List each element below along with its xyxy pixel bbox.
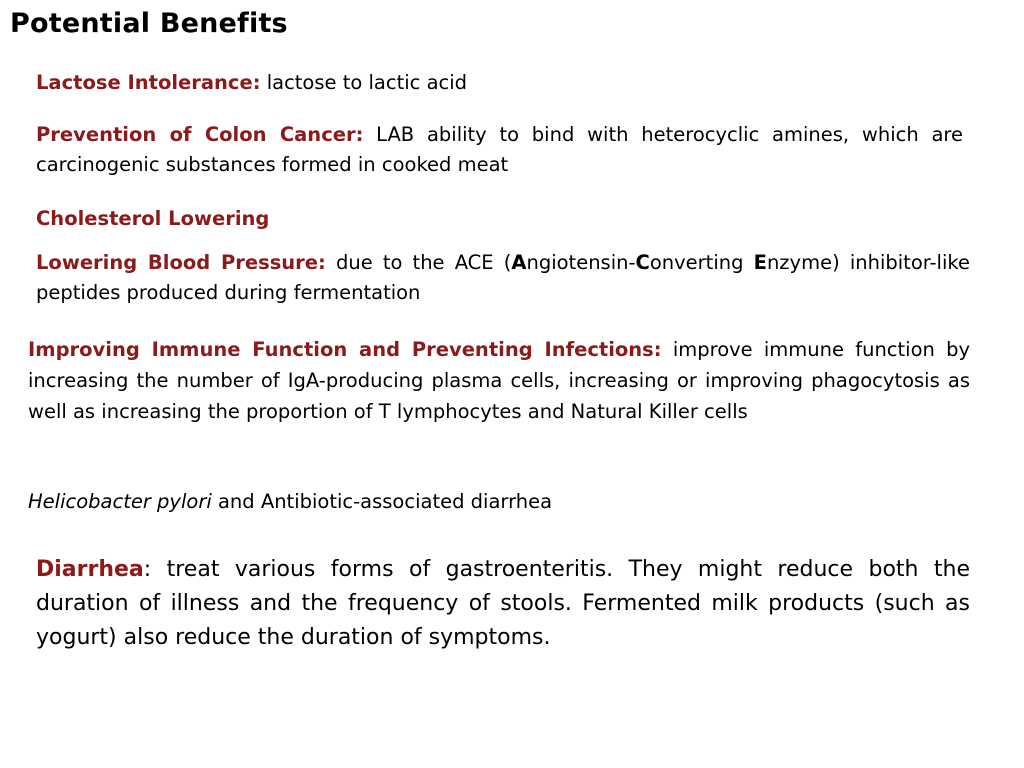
ace-letter-c: C	[635, 251, 650, 274]
colon-cancer-text: LAB ability to bind with heterocyclic amines, which are carcinogenic substances formed in cooked meat	[36, 123, 963, 176]
immune-function-item	[28, 334, 970, 427]
cholesterol-item	[36, 204, 970, 234]
page-title: Potential Benefits	[10, 8, 288, 39]
blood-pressure-text-4: nzyme) inhibitor-like peptides produced during fermentation	[36, 251, 970, 304]
pylori-italic-text: Helicobacter pylori	[28, 490, 212, 513]
pylori-item	[28, 487, 970, 517]
blood-pressure-item	[36, 248, 970, 308]
lactose-intolerance-item	[36, 68, 970, 98]
blood-pressure-text-2: ngiotensin-	[526, 251, 636, 274]
immune-function-label: Improving Immune Function and Preventing Infections:	[28, 338, 662, 361]
blood-pressure-text-1: due to the ACE (	[335, 251, 512, 274]
blood-pressure-label: Lowering Blood Pressure:	[36, 251, 326, 274]
lactose-intolerance-text: lactose to lactic acid	[266, 71, 468, 94]
blood-pressure-text-3: onverting	[649, 251, 754, 274]
diarrhea-label: Diarrhea	[36, 557, 144, 582]
diarrhea-text: : treat various forms of gastroenteritis. They might reduce both the duration of illness and the frequency of stools. Fermented milk products (such as yogurt) also reduce the duration of symptoms.	[36, 557, 970, 650]
immune-function-text: improve immune function by increasing the number of IgA-producing plasma cells, increasing or improving phagocytosis as well as increasing the proportion of T lymphocytes and Natural Killer cells	[28, 338, 971, 423]
lactose-intolerance-label: Lactose Intolerance:	[36, 71, 261, 94]
ace-letter-a: A	[511, 251, 527, 274]
pylori-text: and Antibiotic-associated diarrhea	[217, 490, 553, 513]
colon-cancer-label: Prevention of Colon Cancer:	[36, 123, 364, 146]
colon-cancer-item	[36, 120, 963, 180]
diarrhea-item	[36, 553, 970, 655]
cholesterol-label: Cholesterol Lowering	[36, 207, 270, 230]
ace-letter-e: E	[753, 251, 767, 274]
